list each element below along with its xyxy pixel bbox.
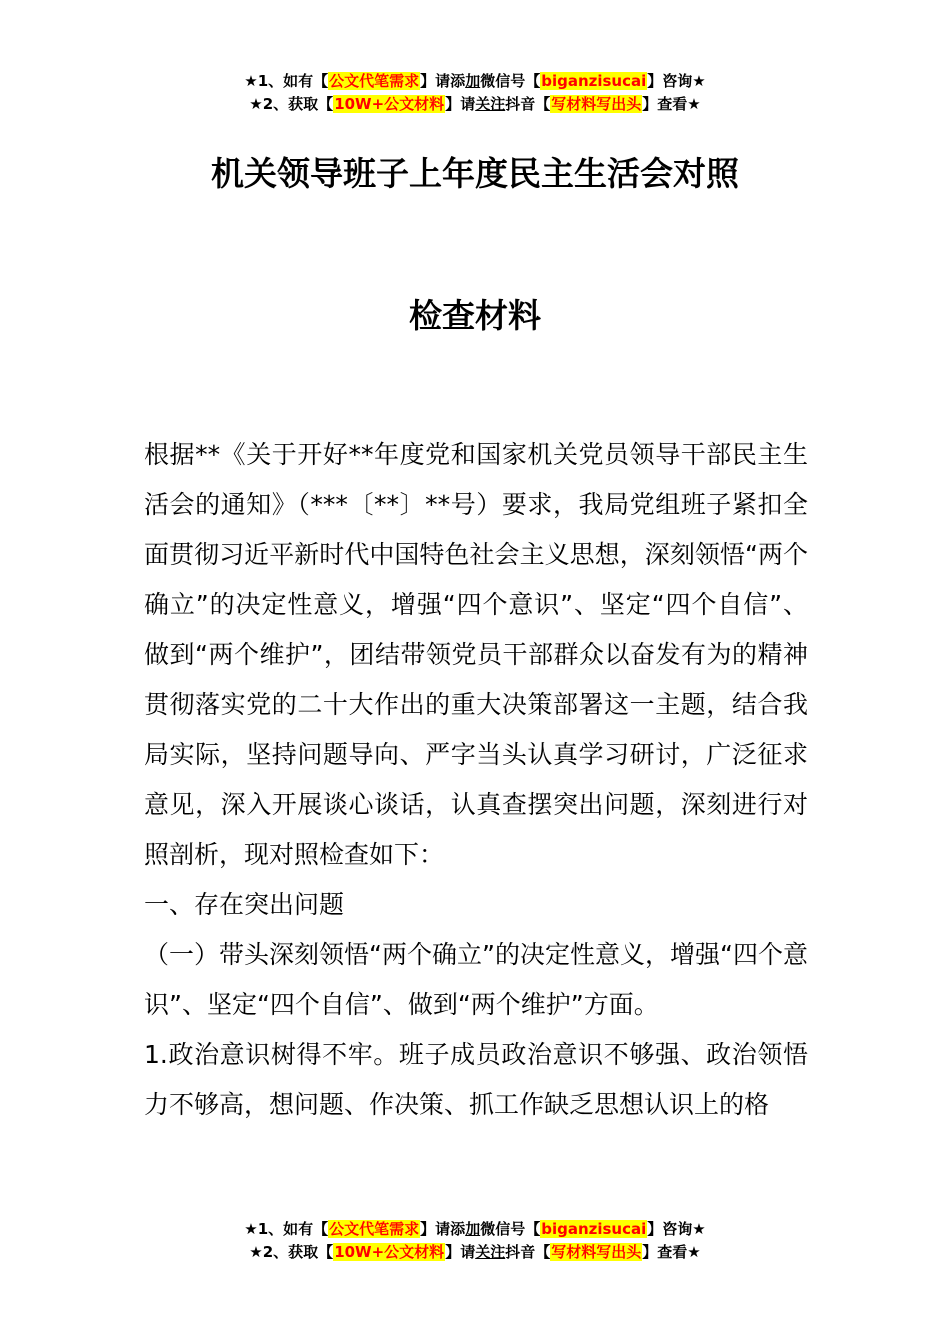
promo-line-1: ★1、如有【公文代笔需求】请添加微信号【biganzisucai】咨询★	[244, 1220, 706, 1238]
header-promo-banner	[0, 70, 950, 116]
document-body	[144, 430, 808, 1130]
promo-wechat-id: biganzisucai	[541, 72, 647, 90]
document-title-line-2: 检查材料	[409, 296, 541, 335]
document-title-line-1: 机关领导班子上年度民主生活会对照	[211, 154, 739, 193]
promo-line-2: ★2、获取【10W+公文材料】请关注抖音【写材料写出头】查看★	[249, 95, 701, 113]
intro-paragraph: 根据**《关于开好**年度党和国家机关党员领导干部民主生活会的通知》（***〔**〕**号）要求，我局党组班子紧扣全面贯彻习近平新时代中国特色社会主义思想，深刻领悟“两个确立”的决定性意义，增强“四个意识”、坚定“四个自信”、做到“两个维护”，团结带领党员干部群众以奋发有为的精神贯彻落实党的二十大作出的重大决策部署这一主题，结合我局实际，坚持问题导向、严字当头认真学习研讨，广泛征求意见，深入开展谈心谈话，认真查摆突出问题，深刻进行对照剖析，现对照检查如下：	[144, 440, 808, 869]
subsection-heading: （一）带头深刻领悟“两个确立”的决定性意义，增强“四个意识”、坚定“四个自信”、做到“两个维护”方面。	[144, 940, 808, 1019]
promo-line-1: ★1、如有【公文代笔需求】请添加微信号【biganzisucai】咨询★	[244, 72, 706, 90]
list-item: 1.政治意识树得不牢。班子成员政治意识不够强、政治领悟力不够高，想问题、作决策、抓工作缺乏思想认识上的格	[144, 1040, 808, 1119]
promo-highlight: 公文代笔需求	[329, 72, 420, 90]
promo-highlight: 10W+公文材料	[334, 95, 445, 113]
section-heading: 一、存在突出问题	[144, 890, 345, 919]
promo-line-2: ★2、获取【10W+公文材料】请关注抖音【写材料写出头】查看★	[249, 1243, 701, 1261]
promo-highlight: 公文代笔需求	[329, 1220, 420, 1238]
promo-douyin-id: 写材料写出头	[551, 1243, 642, 1261]
promo-highlight: 10W+公文材料	[334, 1243, 445, 1261]
promo-douyin-id: 写材料写出头	[551, 95, 642, 113]
promo-wechat-id: biganzisucai	[541, 1220, 647, 1238]
footer-promo-banner	[0, 1218, 950, 1264]
